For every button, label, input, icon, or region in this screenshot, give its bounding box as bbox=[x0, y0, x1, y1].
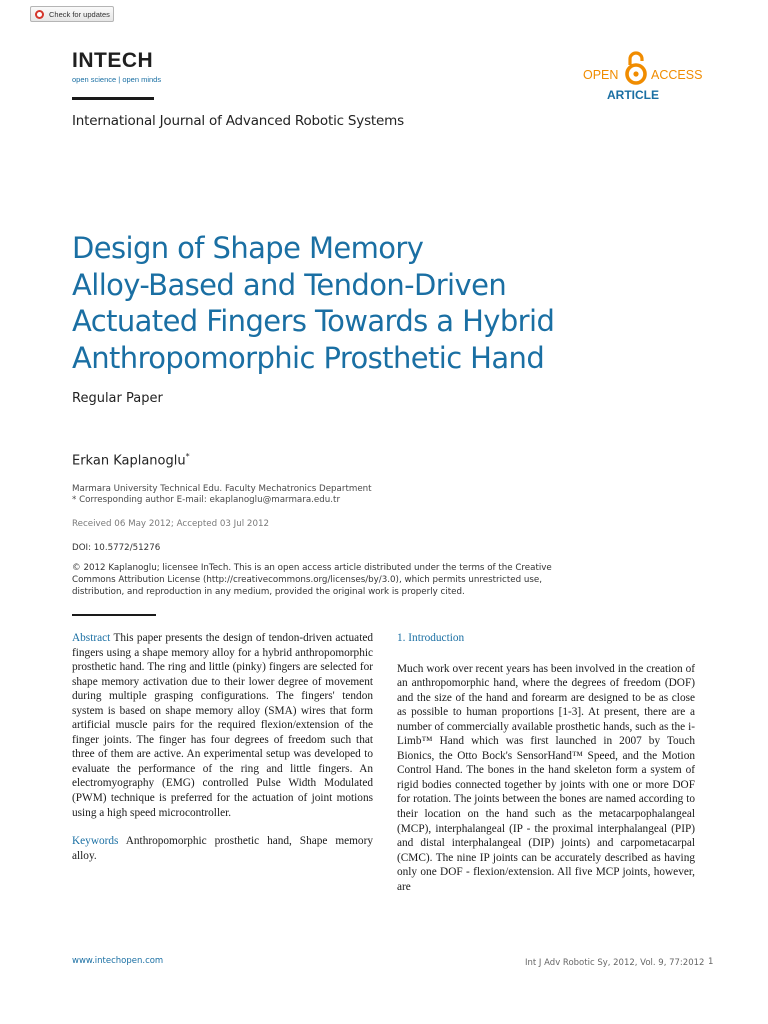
paper-title bbox=[72, 230, 632, 376]
title-line: Alloy-Based and Tendon-Driven bbox=[72, 267, 507, 302]
copyright-notice bbox=[72, 562, 572, 598]
copyright-line: Commons Attribution License (http://creativecommons.org/licenses/by/3.0), which permits unrestricted use, bbox=[72, 575, 542, 585]
header-divider bbox=[72, 97, 154, 100]
received-dates: Received 06 May 2012; Accepted 03 Jul 2012 bbox=[72, 519, 270, 529]
keywords-text: Anthropomorphic prosthetic hand, Shape memory alloy. bbox=[72, 835, 373, 862]
affiliation: Marmara University Technical Edu. Faculty Mechatronics Department bbox=[72, 484, 372, 494]
open-access-badge bbox=[578, 50, 708, 110]
metadata-divider bbox=[72, 614, 156, 616]
article-label: ARTICLE bbox=[607, 88, 659, 102]
journal-name: International Journal of Advanced Robotic Systems bbox=[72, 113, 404, 129]
introduction-text: Much work over recent years has been involved in the creation of an anthropomorphic hand, where the degrees of freedom (DOF) and the size of the hand and forearm are designed to be as close as possible to human proportions [1-3]. At present, there are a number of commercially available prosthetic hands, such as the i-Limb™ Hand which was first launched in 2007 by Touch Bionics, the Otto Bock's SensorHand™ Speed, and the Motion Control Hand. The bones in the hand skeleton form a system of rigid bodies connected together by joints with one or more DOF for rotation. The joints between the bones are named according to their location on the hand such as the metacarpophalangeal (MCP), interphalangeal (IP - the proximal interphalangeal (PIP) and distal interphalangeal (DIP) joints) and carpometacarpal (CMC). The nine IP joints can be accurately described as having only one DOF - flexion/extension. All five MCP joints, however, are bbox=[397, 662, 695, 893]
title-line: Anthropomorphic Prosthetic Hand bbox=[72, 340, 545, 375]
doi: DOI: 10.5772/51276 bbox=[72, 543, 161, 553]
keywords bbox=[72, 834, 373, 863]
copyright-line: © 2012 Kaplanoglu; licensee InTech. This is an open access article distributed under the terms of the Creative bbox=[72, 563, 552, 573]
author-name: Erkan Kaplanoglu bbox=[72, 453, 186, 469]
check-updates-label: Check for updates bbox=[49, 10, 110, 19]
publisher-tagline: open science | open minds bbox=[72, 75, 162, 84]
publisher-name: INTECH bbox=[72, 49, 154, 72]
abstract bbox=[72, 631, 373, 820]
open-access-access-label: ACCESS bbox=[651, 68, 703, 82]
title-line: Actuated Fingers Towards a Hybrid bbox=[72, 304, 555, 338]
footer-citation: Int J Adv Robotic Sy, 2012, Vol. 9, 77:2012 bbox=[525, 958, 705, 968]
right-column bbox=[397, 631, 695, 908]
left-column bbox=[72, 631, 373, 877]
author bbox=[72, 452, 190, 468]
corresponding-author: * Corresponding author E-mail: ekaplanoglu@marmara.edu.tr bbox=[72, 495, 341, 505]
keywords-label: Keywords bbox=[72, 835, 119, 848]
page-number: 1 bbox=[708, 957, 714, 967]
paper-type: Regular Paper bbox=[72, 391, 163, 406]
check-updates-icon bbox=[35, 10, 44, 19]
title-line: Design of Shape Memory bbox=[72, 231, 424, 265]
check-for-updates-button[interactable] bbox=[30, 6, 114, 22]
publisher-logo bbox=[72, 50, 161, 85]
section-heading-introduction: 1. Introduction bbox=[397, 632, 465, 644]
copyright-line: distribution, and reproduction in any medium, provided the original work is properly cited. bbox=[72, 587, 465, 597]
corresponding-mark: * bbox=[185, 452, 190, 461]
footer-url-link[interactable]: www.intechopen.com bbox=[72, 956, 164, 966]
open-access-lock-icon bbox=[625, 51, 647, 85]
abstract-label: Abstract bbox=[72, 632, 111, 644]
abstract-text: This paper presents the design of tendon-driven actuated fingers using a shape memory alloy for a hybrid anthropomorphic prosthetic hand. The ring and little (pinky) fingers are selected for shape memory activation due to their lower degree of movement during multiple grasping configurations. The fingers' tendon system is based on shape memory alloy (SMA) wires that form artificial muscle pairs for the required flexion/extension of the finger joints. The finger has four degrees of freedom such that three of them are active. An experimental setup was developed to evaluate the performance of the ring and little fingers. An electromyography (EMG) controlled Pulse Width Modulated (PWM) technique is preferred for the actuation of joint motions using a high speed microcontroller. bbox=[72, 632, 374, 819]
open-access-open-label: OPEN bbox=[583, 68, 619, 82]
